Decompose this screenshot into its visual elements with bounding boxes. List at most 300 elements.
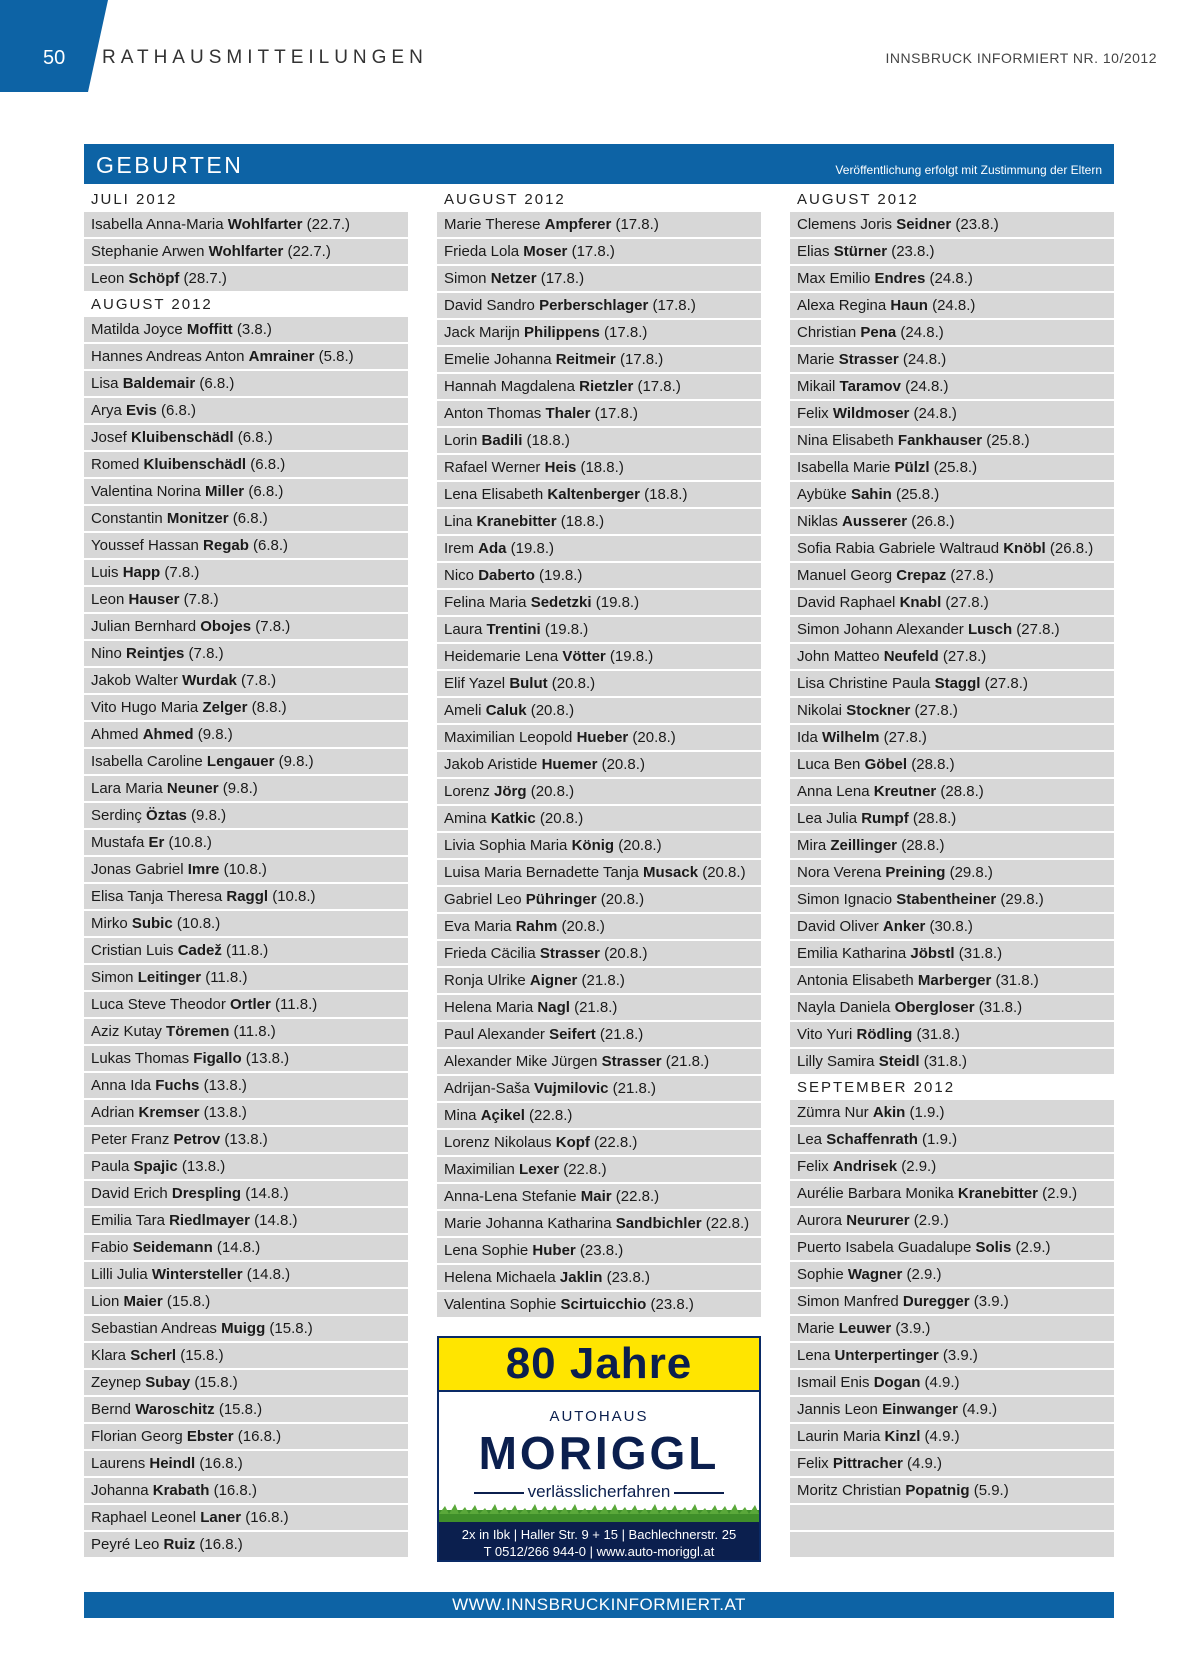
surname: Taramov (839, 378, 901, 395)
surname: Heindl (149, 1455, 196, 1472)
first-names: Nikolai (797, 702, 847, 719)
surname: Vötter (562, 648, 606, 665)
issue-label: INNSBRUCK INFORMIERT NR. 10/2012 (885, 50, 1157, 66)
birth-entry (84, 1127, 408, 1152)
birth-date: (14.8.) (249, 1212, 298, 1229)
birth-date: (10.8.) (164, 834, 212, 851)
birth-entry (84, 938, 408, 963)
birth-date: (23.8.) (575, 1242, 624, 1259)
birth-entry (84, 1019, 408, 1044)
footer-url[interactable]: WWW.INNSBRUCKINFORMIERT.AT (84, 1592, 1114, 1618)
birth-date: (6.8.) (246, 456, 286, 473)
surname: Seidner (896, 216, 952, 233)
birth-date: (1.9.) (905, 1104, 945, 1121)
birth-date: (3.8.) (232, 321, 272, 338)
ad-slogan-wrap (439, 1482, 759, 1502)
surname: Kremser (138, 1104, 200, 1121)
first-names: Elisa Tanja Theresa (91, 888, 227, 905)
birth-entry (437, 1130, 761, 1155)
surname: Evis (126, 402, 157, 419)
surname: Anker (882, 918, 926, 935)
birth-date: (24.8.) (900, 378, 949, 395)
birth-entry (437, 1211, 761, 1236)
birth-date: (2.9.) (1037, 1185, 1078, 1202)
first-names: Paul Alexander (444, 1026, 550, 1043)
birth-date: (16.8.) (195, 1455, 243, 1472)
birth-date: (16.8.) (233, 1428, 282, 1445)
birth-date: (20.8.) (535, 810, 584, 827)
birth-date: (11.8.) (270, 996, 318, 1013)
birth-entry (437, 995, 761, 1020)
birth-entry (84, 1100, 408, 1125)
birth-date: (27.8.) (910, 702, 958, 719)
birth-entry (437, 779, 761, 804)
surname: Happ (122, 564, 161, 581)
birth-entry (84, 212, 408, 237)
surname: Kopf (555, 1134, 590, 1151)
surname: Zelger (202, 699, 248, 716)
birth-date: (17.8.) (615, 351, 664, 368)
first-names: Peter Franz (91, 1131, 174, 1148)
first-names: Johanna (91, 1482, 153, 1499)
birth-date: (20.8.) (596, 891, 645, 908)
birth-entry (437, 293, 761, 318)
births-column-3 (790, 188, 1114, 1559)
first-names: Peyré Leo (91, 1536, 164, 1553)
birth-entry (84, 1370, 408, 1395)
surname: Huber (532, 1242, 576, 1259)
first-names: Lisa (91, 375, 123, 392)
birth-date: (9.8.) (218, 780, 258, 797)
birth-date: (31.8.) (991, 972, 1039, 989)
birth-date: (15.8.) (214, 1401, 263, 1418)
first-names: Frieda Lola (444, 243, 524, 260)
first-names: Lea (797, 1131, 827, 1148)
first-names: Luisa Maria Bernadette Tanja (444, 864, 644, 881)
surname: Preining (885, 864, 946, 881)
birth-entry (84, 452, 408, 477)
birth-entry (84, 1532, 408, 1557)
first-names: Christian (797, 324, 861, 341)
birth-entry (790, 1316, 1114, 1341)
birth-entry (790, 671, 1114, 696)
surname: Knabl (899, 594, 942, 611)
first-names: Luca Ben (797, 756, 865, 773)
birth-date: (25.8.) (982, 432, 1030, 449)
births-banner (84, 144, 1114, 184)
page-number: 50 (43, 47, 66, 69)
surname: Stürner (833, 243, 888, 260)
birth-entry (84, 1478, 408, 1503)
birth-date: (20.8.) (599, 945, 648, 962)
first-names: Emilia Katharina (797, 945, 911, 962)
surname: Huemer (541, 756, 598, 773)
surname: Subay (145, 1374, 191, 1391)
birth-date: (22.7.) (302, 216, 351, 233)
surname: Kaltenberger (547, 486, 640, 503)
surname: Endres (874, 270, 926, 287)
first-names: Ida (797, 729, 823, 746)
birth-date: (20.8.) (628, 729, 676, 746)
birth-entry (437, 536, 761, 561)
birth-entry (790, 860, 1114, 885)
birth-date: (8.8.) (247, 699, 287, 716)
first-names: Simon Johann Alexander (797, 621, 968, 638)
birth-date: (5.8.) (314, 348, 354, 365)
birth-date: (28.8.) (907, 756, 955, 773)
first-names: Ismail Enis (797, 1374, 874, 1391)
surname: Neuner (166, 780, 219, 797)
first-names: Nina Elisabeth (797, 432, 898, 449)
first-names: Paula (91, 1158, 134, 1175)
surname: Stockner (846, 702, 911, 719)
birth-date: (17.8.) (611, 216, 659, 233)
birth-entry (84, 506, 408, 531)
birth-date: (27.8.) (980, 675, 1028, 692)
birth-entry (437, 455, 761, 480)
surname: Haun (890, 297, 928, 314)
first-names: Valentina Sophie (444, 1296, 561, 1313)
birth-entry (437, 1022, 761, 1047)
birth-date: (31.8.) (954, 945, 1003, 962)
first-names: Isabella Marie (797, 459, 895, 476)
birth-date: (13.8.) (241, 1050, 290, 1067)
birth-date: (14.8.) (242, 1266, 291, 1283)
birth-date: (6.8.) (156, 402, 197, 419)
birth-entry (437, 563, 761, 588)
surname: Bulut (509, 675, 548, 692)
birth-date: (24.8.) (909, 405, 957, 422)
births-column-2 (437, 188, 761, 1319)
birth-entry (790, 1181, 1114, 1206)
first-names: Jonas Gabriel (91, 861, 188, 878)
surname: Göbel (864, 756, 908, 773)
ad-brand-logo: MORIGGL (478, 1427, 720, 1479)
first-names: Marie Therese (444, 216, 545, 233)
birth-date: (13.8.) (220, 1131, 268, 1148)
birth-date: (31.8.) (974, 999, 1023, 1016)
birth-entry (84, 803, 408, 828)
surname: Monitzer (166, 510, 229, 527)
birth-entry (437, 752, 761, 777)
birth-date: (9.8.) (193, 726, 233, 743)
birth-entry (437, 887, 761, 912)
birth-date: (13.8.) (199, 1077, 247, 1094)
birth-date: (24.8.) (896, 324, 944, 341)
first-names: Lena Elisabeth (444, 486, 548, 503)
surname: Wohlfarter (227, 216, 303, 233)
first-names: Felix (797, 1158, 833, 1175)
birth-entry (790, 698, 1114, 723)
birth-entry (437, 941, 761, 966)
ad-slogan: verlässlicherfahren (527, 1482, 671, 1501)
birth-entry (84, 1424, 408, 1449)
birth-date: (13.8.) (199, 1104, 247, 1121)
birth-entry (790, 941, 1114, 966)
first-names: Nora Verena (797, 864, 886, 881)
surname: Kluibenschädl (143, 456, 247, 473)
first-names: Mirko (91, 915, 132, 932)
surname: Rödling (856, 1026, 913, 1043)
surname: Sedetzki (530, 594, 592, 611)
birth-entry (84, 1181, 408, 1206)
surname: Thaler (545, 405, 591, 422)
surname: Waroschitz (135, 1401, 215, 1418)
birth-entry (790, 1100, 1114, 1125)
first-names: Felix (797, 405, 833, 422)
surname: Imre (187, 861, 220, 878)
surname: Baldemair (122, 375, 196, 392)
surname: Miller (204, 483, 245, 500)
first-names: Jack Marijn (444, 324, 525, 341)
birth-date: (10.8.) (268, 888, 316, 905)
surname: Steidl (878, 1053, 920, 1070)
birth-entry (790, 1370, 1114, 1395)
first-names: Serdinç (91, 807, 147, 824)
birth-date: (23.8.) (951, 216, 999, 233)
surname: Zeillinger (830, 837, 898, 854)
birth-date: (19.8.) (506, 540, 555, 557)
birth-date: (20.8.) (614, 837, 662, 854)
surname: Sahin (850, 486, 892, 503)
birth-date: (27.8.) (1012, 621, 1060, 638)
birth-entry (437, 1157, 761, 1182)
first-names: Leon (91, 270, 129, 287)
surname: Scherl (130, 1347, 177, 1364)
surname: Strasser (539, 945, 600, 962)
first-names: Mina (444, 1107, 481, 1124)
birth-date: (20.8.) (547, 675, 596, 692)
empty-row (790, 1505, 1114, 1530)
birth-entry (84, 1451, 408, 1476)
first-names: Raphael Leonel (91, 1509, 201, 1526)
surname: Crepaz (896, 567, 947, 584)
first-names: Aybüke (797, 486, 851, 503)
birth-date: (6.8.) (195, 375, 235, 392)
surname: Schaffenrath (826, 1131, 918, 1148)
first-names: Stephanie Arwen (91, 243, 209, 260)
birth-entry (790, 725, 1114, 750)
first-names: Lara Maria (91, 780, 167, 797)
surname: Seidemann (132, 1239, 213, 1256)
first-names: Youssef Hassan (91, 537, 204, 554)
surname: Neururer (846, 1212, 910, 1229)
birth-date: (10.8.) (172, 915, 221, 932)
first-names: Amina (444, 810, 491, 827)
birth-entry (437, 239, 761, 264)
birth-entry (790, 779, 1114, 804)
surname: Cadež (177, 942, 222, 959)
birth-entry (437, 671, 761, 696)
birth-date: (7.8.) (236, 672, 277, 689)
first-names: Zümra Nur (797, 1104, 873, 1121)
birth-entry (84, 1343, 408, 1368)
birth-entry (790, 968, 1114, 993)
birth-entry (84, 533, 408, 558)
birth-entry (437, 401, 761, 426)
birth-entry (84, 992, 408, 1017)
first-names: Puerto Isabela Guadalupe (797, 1239, 976, 1256)
surname: Pittracher (832, 1455, 903, 1472)
surname: Pülzl (894, 459, 930, 476)
birth-entry (790, 455, 1114, 480)
birth-date: (24.8.) (898, 351, 947, 368)
surname: Hueber (576, 729, 629, 746)
first-names: Josef (91, 429, 132, 446)
birth-entry (437, 806, 761, 831)
birth-entry (84, 266, 408, 291)
birth-entry (790, 590, 1114, 615)
first-names: John Matteo (797, 648, 884, 665)
birth-date: (19.8.) (591, 594, 640, 611)
surname: Reitmeir (555, 351, 616, 368)
surname: Daberto (478, 567, 535, 584)
first-names: Simon (444, 270, 491, 287)
birth-date: (11.8.) (201, 969, 248, 986)
surname: Staggl (934, 675, 981, 692)
birth-date: (14.8.) (241, 1185, 289, 1202)
birth-entry (790, 1424, 1114, 1449)
ad-address: 2x in Ibk | Haller Str. 9 + 15 | Bachlechnerstr. 25 (461, 1527, 737, 1542)
first-names: Lea Julia (797, 810, 862, 827)
surname: Kranebitter (957, 1185, 1038, 1202)
birth-entry (84, 1505, 408, 1530)
birth-entry (437, 320, 761, 345)
first-names: Max Emilio (797, 270, 875, 287)
birth-entry (790, 995, 1114, 1020)
page-number-tab (0, 0, 108, 92)
birth-date: (17.8.) (648, 297, 696, 314)
birth-entry (84, 239, 408, 264)
first-names: Alexander Mike Jürgen (444, 1053, 602, 1070)
surname: Obojes (200, 618, 252, 635)
slogan-rule-right (674, 1492, 724, 1494)
surname: Vujmilovic (534, 1080, 609, 1097)
first-names: Lorin (444, 432, 482, 449)
birth-entry (84, 749, 408, 774)
ad-contact: T 0512/266 944-0 | www.auto-moriggl.at (483, 1544, 715, 1559)
birth-date: (16.8.) (195, 1536, 243, 1553)
first-names: Lilly Samira (797, 1053, 879, 1070)
first-names: David Oliver (797, 918, 883, 935)
first-names: Luis (91, 564, 123, 581)
surname: Pena (860, 324, 897, 341)
birth-entry (790, 1049, 1114, 1074)
moriggl-advertisement[interactable] (437, 1336, 761, 1562)
birth-entry (790, 1154, 1114, 1179)
ad-headline: 80 Jahre (439, 1338, 759, 1392)
birth-entry (84, 479, 408, 504)
surname: Popatnig (905, 1482, 970, 1499)
surname: Ebster (186, 1428, 234, 1445)
birth-date: (23.8.) (602, 1269, 650, 1286)
first-names: Adrian (91, 1104, 139, 1121)
surname: Jörg (494, 783, 527, 800)
birth-entry (790, 806, 1114, 831)
birth-entry (84, 587, 408, 612)
birth-entry (790, 428, 1114, 453)
first-names: Isabella Anna-Maria (91, 216, 228, 233)
first-names: Nayla Daniela (797, 999, 895, 1016)
birth-entry (437, 1076, 761, 1101)
first-names: Jannis Leon (797, 1401, 883, 1418)
birth-entry (437, 860, 761, 885)
birth-entry (790, 1208, 1114, 1233)
first-names: Nico (444, 567, 479, 584)
surname: Ampferer (544, 216, 612, 233)
birth-date: (6.8.) (244, 483, 284, 500)
surname: Amrainer (248, 348, 315, 365)
birth-date: (2.9.) (1011, 1239, 1051, 1256)
first-names: Sebastian Andreas (91, 1320, 222, 1337)
first-names: Lilli Julia (91, 1266, 152, 1283)
birth-entry (437, 1049, 761, 1074)
surname: Wohlfarter (208, 243, 284, 260)
surname: Musack (643, 864, 699, 881)
birth-date: (3.9.) (969, 1293, 1009, 1310)
birth-date: (15.8.) (265, 1320, 313, 1337)
surname: Perberschlager (539, 297, 649, 314)
birth-date: (17.8.) (567, 243, 615, 260)
surname: Öztas (146, 807, 187, 824)
birth-entry (790, 752, 1114, 777)
surname: Strasser (601, 1053, 662, 1070)
birth-date: (3.9.) (891, 1320, 931, 1337)
birth-entry (790, 1451, 1114, 1476)
birth-entry (84, 425, 408, 450)
birth-date: (22.8.) (559, 1161, 607, 1178)
surname: Philippens (524, 324, 600, 341)
surname: Scirtuicchio (560, 1296, 647, 1313)
birth-date: (11.8.) (229, 1023, 276, 1040)
birth-date: (6.8.) (228, 510, 268, 527)
surname: Fuchs (155, 1077, 200, 1094)
surname: Dogan (873, 1374, 921, 1391)
surname: Moffitt (186, 321, 233, 338)
surname: Ada (478, 540, 507, 557)
birth-entry (790, 374, 1114, 399)
first-names: Simon (91, 969, 138, 986)
birth-date: (21.8.) (595, 1026, 644, 1043)
birth-entry (790, 239, 1114, 264)
first-names: Anna Lena (797, 783, 874, 800)
birth-date: (31.8.) (919, 1053, 968, 1070)
birth-entry (437, 968, 761, 993)
birth-date: (21.8.) (661, 1053, 710, 1070)
birth-date: (2.9.) (897, 1158, 937, 1175)
birth-date: (7.8.) (251, 618, 291, 635)
surname: Ahmed (142, 726, 194, 743)
birth-date: (6.8.) (248, 537, 289, 554)
first-names: Romed (91, 456, 144, 473)
first-names: Laurin Maria (797, 1428, 885, 1445)
surname: Wagner (847, 1266, 903, 1283)
birth-entry (437, 590, 761, 615)
first-names: Lina (444, 513, 477, 530)
surname: Mair (580, 1188, 612, 1205)
surname: Caluk (485, 702, 527, 719)
first-names: Lena (797, 1347, 835, 1364)
birth-entry (790, 347, 1114, 372)
first-names: Nino (91, 645, 127, 662)
surname: Jaklin (559, 1269, 603, 1286)
birth-date: (9.8.) (274, 753, 314, 770)
birth-entry (84, 911, 408, 936)
first-names: Niklas (797, 513, 843, 530)
birth-date: (27.8.) (946, 567, 994, 584)
first-names: Frieda Cäcilia (444, 945, 540, 962)
birth-entry (437, 833, 761, 858)
